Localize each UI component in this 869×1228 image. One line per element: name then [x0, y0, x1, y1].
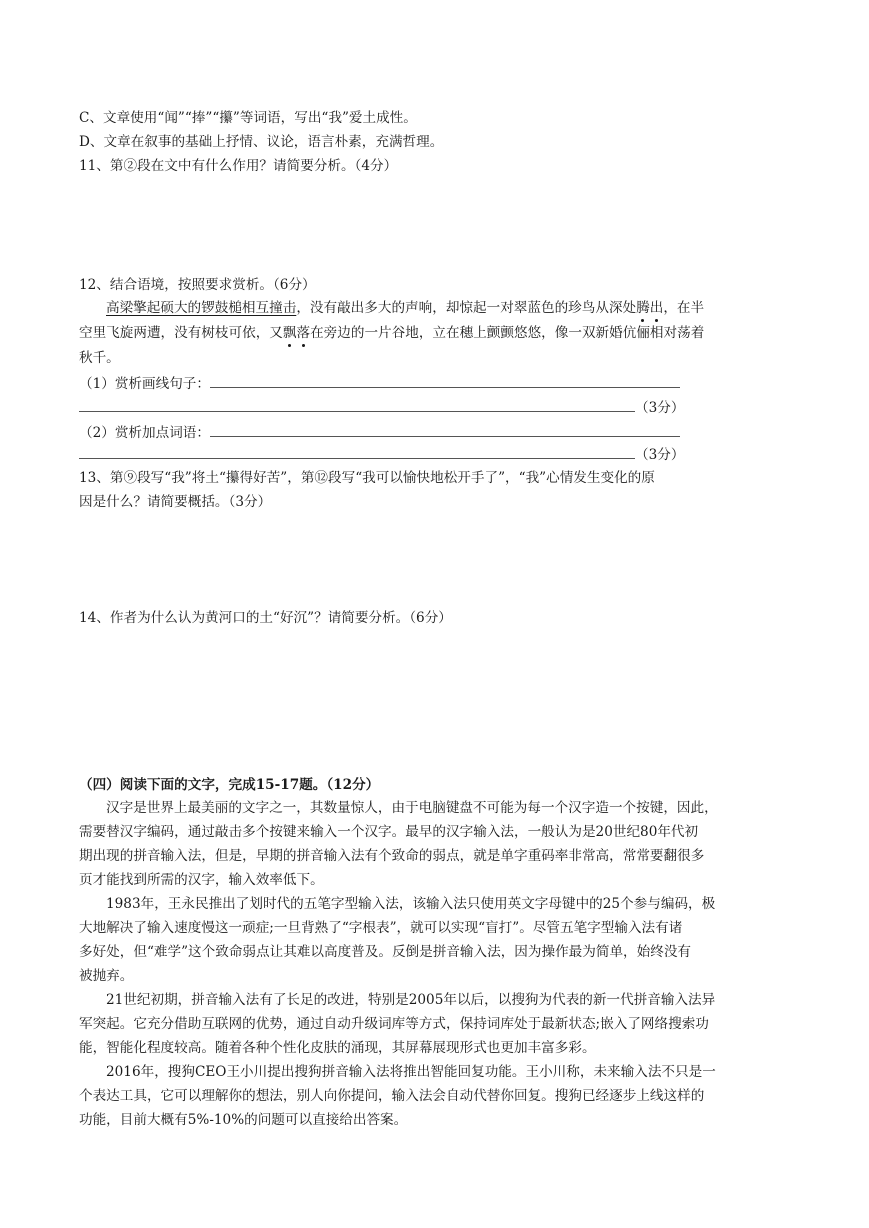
answer-blank[interactable] — [79, 446, 635, 459]
sub-label: （2）赏析加点词语： — [79, 425, 210, 441]
answer-blank[interactable] — [210, 424, 680, 437]
passage-text: 在旁边的一片谷地，立在穗上颤颤悠悠，像一双新婚伉俪相对荡着 — [310, 325, 705, 341]
para2-line2: 大地解决了输入速度慢这一顽症;一旦背熟了“字根表”，就可以实现“盲打”。尽管五笔字型输入法有诸 — [79, 920, 683, 936]
sub-label: （1）赏析画线句子： — [79, 376, 210, 392]
para4-line2: 个表达工具，它可以理解你的想法，别人向你提问，输入法会自动代替你回复。搜狗已经逐步上线这样的 — [79, 1088, 705, 1104]
question-14: 14、作者为什么认为黄河口的土“好沉”？请简要分析。（6分） — [79, 610, 452, 626]
question-12-passage-line3: 秋千。 — [79, 350, 120, 366]
para2-line3: 多好处，但“难学”这个致命弱点让其难以高度普及。反倒是拼音输入法，因为操作最为简单，始终没有 — [79, 944, 692, 960]
para1-line1: 汉字是世界上最美丽的文字之一，其数量惊人，由于电脑键盘不可能为每一个汉字造一个按键，因此， — [106, 800, 718, 816]
question-13-line2: 因是什么？请简要概括。（3分） — [79, 494, 272, 510]
question-12-title: 12、结合语境，按照要求赏析。（6分） — [79, 277, 316, 293]
option-d: D、文章在叙事的基础上抒情、议论，语言朴素，充满哲理。 — [79, 134, 444, 150]
question-12-sub1-line2 — [79, 399, 684, 417]
answer-blank[interactable] — [79, 399, 635, 412]
para3-line2: 军突起。它充分借助互联网的优势，通过自动升级词库等方式，保持词库处于最新状态;嵌入了网络搜索功 — [79, 1016, 709, 1032]
para3-line1: 21世纪初期，拼音输入法有了长足的改进，特别是2005年以后，以搜狗为代表的新一代拼音输入法异 — [106, 992, 716, 1008]
question-12-sub2-line2 — [79, 446, 684, 464]
passage-text: ，在半 — [663, 300, 705, 316]
score: （3分） — [635, 400, 685, 416]
para4-line3: 功能，目前大概有5%-10%的问题可以直接给出答案。 — [79, 1112, 408, 1128]
question-12-sub1 — [79, 375, 680, 393]
question-12-passage-line1 — [106, 299, 704, 317]
para4-line1: 2016年，搜狗CEO王小川提出搜狗拼音输入法将推出智能回复功能。王小川称，未来输入法不只是一 — [106, 1064, 716, 1080]
dotted-char: 腾 — [636, 300, 650, 316]
para3-line3: 能，智能化程度较高。随着各种个性化皮肤的涌现，其屏幕展现形式也更加丰富多彩。 — [79, 1040, 596, 1056]
question-12-sub2 — [79, 424, 680, 442]
para1-line2: 需要替汉字编码，通过敲击多个按键来输入一个汉字。最早的汉字输入法，一般认为是20世纪80年代初 — [79, 824, 699, 840]
score: （3分） — [635, 447, 685, 463]
para1-line4: 页才能找到所需的汉字，输入效率低下。 — [79, 872, 324, 888]
para2-line1: 1983年，王永民推出了划时代的五笔字型输入法，该输入法只使用英文字母键中的25个参与编码，极 — [106, 896, 716, 912]
option-c: C、文章使用“闻”“捧”“攥”等词语，写出“我”爱土成性。 — [79, 110, 417, 126]
question-13-line1: 13、第⑨段写“我”将土“攥得好苦”，第⑫段写“我可以愉快地松开手了”，“我”心情发生变化的原 — [79, 470, 655, 486]
underlined-sentence: 高梁擎起硕大的锣鼓槌相互撞击 — [106, 300, 297, 316]
section-4-heading: （四）阅读下面的文字，完成15-17题。（12分） — [79, 777, 380, 793]
question-12-passage-line2 — [79, 324, 704, 342]
question-11: 11、第②段在文中有什么作用？请简要分析。（4分） — [79, 158, 398, 174]
dotted-char: 落 — [296, 325, 311, 341]
para2-line4: 被抛弃。 — [79, 968, 134, 984]
passage-text: ，没有敲出多大的声响，却惊起一对翠蓝色的珍鸟从深处 — [296, 300, 637, 316]
dotted-char: 出 — [649, 300, 664, 316]
dotted-char: 飘 — [282, 325, 297, 341]
passage-text: 空里飞旋两遭，没有树枝可依，又 — [79, 325, 283, 341]
answer-blank[interactable] — [210, 375, 680, 388]
para1-line3: 期出现的拼音输入法，但是，早期的拼音输入法有个致命的弱点，就是单字重码率非常高，常常要翻很多 — [79, 848, 705, 864]
